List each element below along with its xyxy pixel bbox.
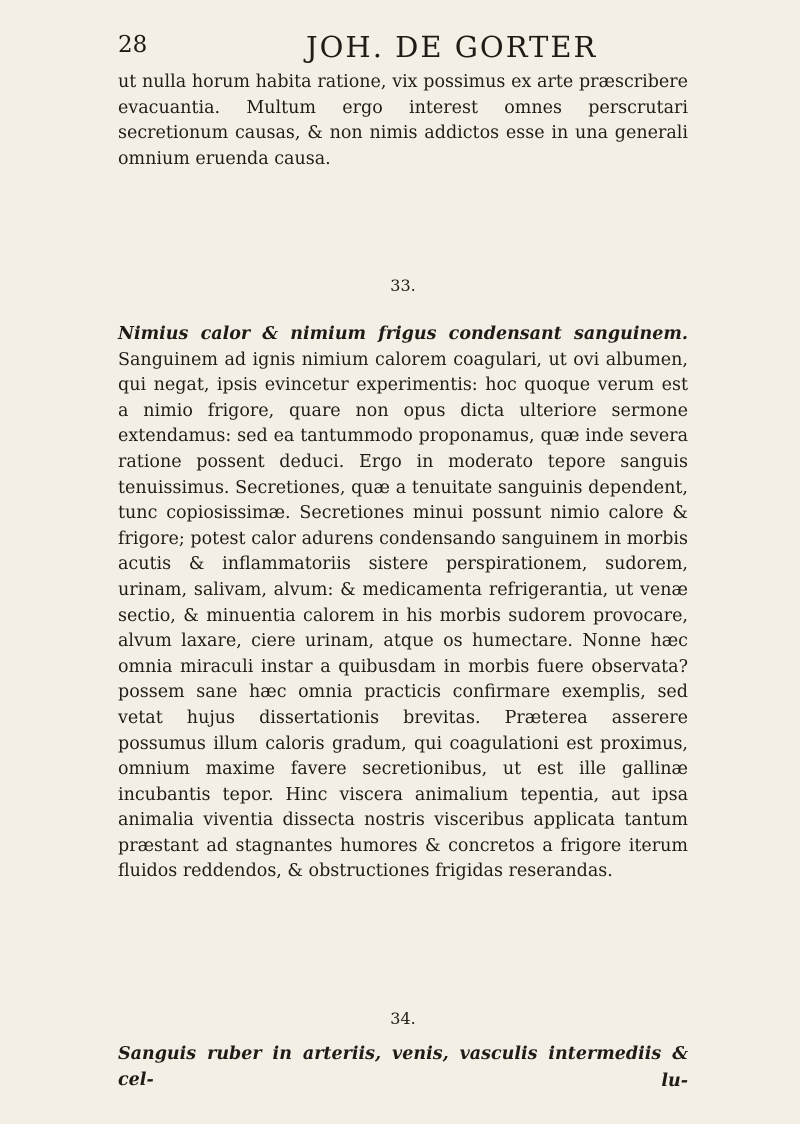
section-number-33: 33. xyxy=(390,276,416,295)
page-number: 28 xyxy=(118,32,148,58)
section-number-34: 34. xyxy=(390,1009,416,1028)
running-head: JOH. DE GORTER xyxy=(306,30,598,64)
section-33-body: Sanguinem ad ignis nimium calorem coagulari, ut ovi albumen, qui negat, ipsis evincetur experimentis: hoc quoque verum est a nimio frigore, quare non opus dicta ulteriore sermone extendamus: sed ea tantummodo proponamus, quæ inde severa ratione possent deduci. Ergo in moderato tepore sanguis tenuissimus. Secretiones, quæ a tenuitate sanguinis dependent, tunc copiosissimæ. Secretiones minui possunt nimio calore & frigore; potest calor adurens condensando sanguinem in morbis acutis & inflammatoriis sistere perspirationem, sudorem, urinam, salivam, alvum: & medicamenta refrigerantia, ut venæ sectio, & minuentia calorem in his morbis sudorem provocare, alvum laxare, ciere urinam, atque os humectare. Nonne hæc omnia miraculi instar a quibusdam in morbis fuere observata? possem sane hæc omnia practicis confirmare exemplis, sed vetat hujus dissertationis brevitas. Præterea asserere possumus illum caloris gradum, qui coagulationi est proximus, omnium maxime favere secretionibus, ut est ille gallinæ incubantis tepor. Hinc viscera animalium tepentia, aut ipsa animalia viventia dissecta nostris visceribus applicata tantum præstant ad stagnantes humores & concretos a frigore iterum fluidos reddendos, & obstructiones frigidas reserandas. xyxy=(118,349,688,882)
paragraph-section-33 xyxy=(118,322,688,885)
catchword: lu- xyxy=(661,1071,688,1091)
section-34-heading: Sanguis ruber in arteriis, venis, vasculis intermediis & cel- xyxy=(118,1044,688,1090)
section-33-heading: Nimius calor & nimium frigus condensant sanguinem. xyxy=(118,324,688,344)
page-header xyxy=(118,30,688,70)
paragraph-intro: ut nulla horum habita ratione, vix possimus ex arte præscribere evacuantia. Multum ergo interest omnes perscrutari secretionum causas, & non nimis addictos esse in una generali omnium eruenda causa. xyxy=(118,72,688,169)
